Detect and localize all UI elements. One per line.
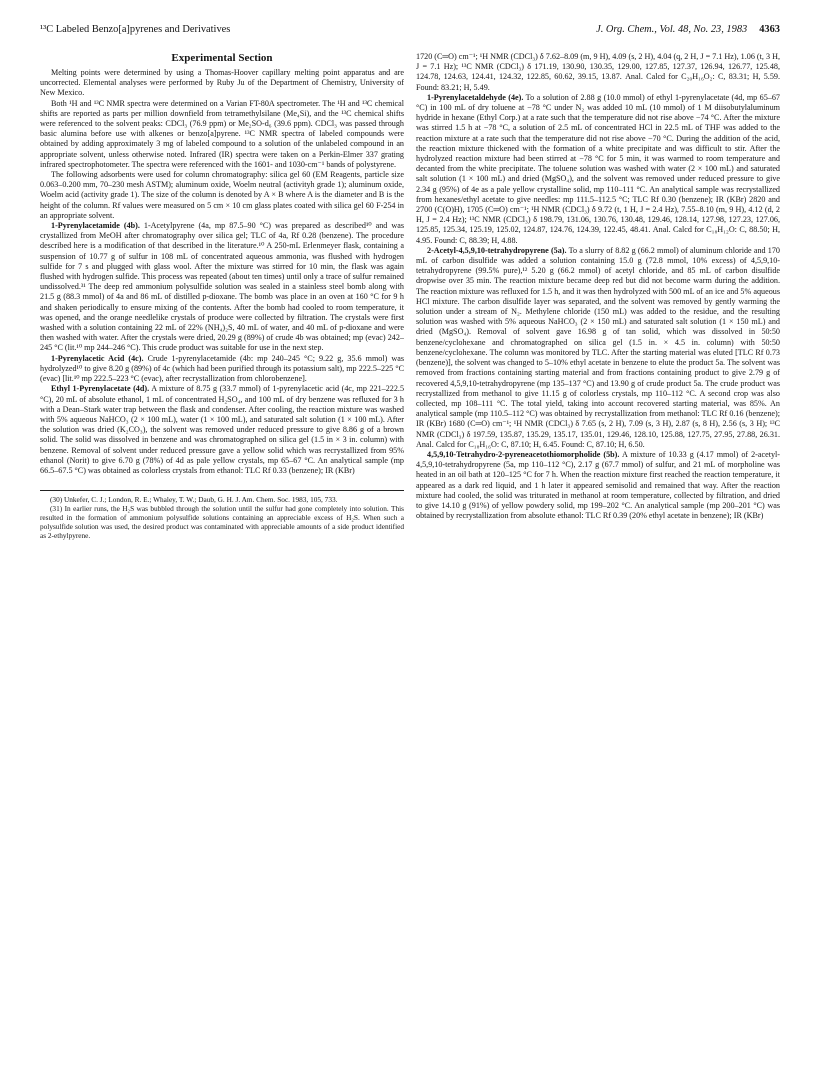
running-header xyxy=(40,24,780,40)
footnote-31: (31) In earlier runs, the H₂S was bubbled through the solution until the sulfur had gone completely into solution. This resulted in the formation of ammonium polysulfide solutions containing an appreciable excess of H₂S. When such a polysulfide solution was used, the desired product was contaminated with appreciable amounts of a side product identified as 2-ethylpyrene. xyxy=(40,504,404,541)
footnote-30: (30) Unkefer, C. J.; London, R. E.; Whaley, T. W.; Daub, G. H. J. Am. Chem. Soc. 1983, 105, 733. xyxy=(50,495,338,505)
procedure-heading: 1-Pyrenylacetic Acid (4c). xyxy=(51,353,144,363)
procedure-4c xyxy=(40,354,404,385)
procedure-4d xyxy=(40,384,404,476)
paragraph-nmr: Both ¹H and ¹³C NMR spectra were determined on a Varian FT-80A spectrometer. The ¹H and ¹³C chemical shifts are reported as parts per million downfield from tetramethylsilane (Me₄Si), and the ¹³C chemical shifts were referenced to the solvent peaks: CDCl₃ (76.9 ppm) or Me₂SO-d₆ (39.6 ppm). CDCl₃ was passed through basic alumina before use with alkenes or benzo[a]pyrene. ¹³C NMR spectra of labeled compounds were obtained by adding approximately 3 mg of labeled compound to a solution of the unlabeled compound in an appropriate solvent, unless otherwise noted. Infrared (IR) spectra were taken on a Perkin-Elmer 337 grating infrared spectrophotometer. The spectra were referenced with the 1601- and 1030-cm⁻¹ bands of polystyrene. xyxy=(40,98,404,169)
procedure-text: Crude 1-pyrenylacetamide (4b: mp 240–245 °C; 9.22 g, 35.6 mmol) was hydrolyzed¹⁰ to give 8.20 g (89%) of 4c (which had been purified through its potassium salt), mp 222.5–225 °C (evac) [lit.¹⁰ mp 222.5–223 °C (evac), after recrystallization from chlorobenzene]. xyxy=(40,353,404,384)
paragraph-chromatography: The following adsorbents were used for column chromatography: silica gel 60 (EM Reagents, particle size 0.063–0.200 mm, 70–230 mesh ASTM); aluminum oxide, Woelm neutral (activityh grade 1); aluminum oxide, Woelm acid (activity grade 1). The size of the column is denoted by A × B where A is the diameter and B is the height of the column. Rf values were measured on 5 cm × 10 cm glass plates coated with silica gel 60 F-254 in an appropriate solvent. xyxy=(40,170,404,220)
page-number: 4363 xyxy=(759,24,780,35)
procedure-heading: Ethyl 1-Pyrenylacetate (4d). xyxy=(51,384,150,394)
procedure-text: To a slurry of 8.82 g (66.2 mmol) of aluminum chloride and 170 mL of carbon disulfide was added a solution containing 15.0 g (72.8 mmol, 10% excess) of 4,5,9,10-tetrahydropyrene (99.5% pure),¹² 5.20 g (66.2 mmol) of acetyl chloride, and 85 mL of carbon disulfide dropwise over 35 min. The reaction mixture became deep red but did not become warm during the addition. The reaction mixture was refluxed for 1.5 h, and it was then hydrolyzed with 500 mL of an ice and 5% aqueous HCl mixture. The carbon disulfide layer was separated, and the solvent was removed by gently warming the solution under a stream of N₂. Methylene chloride (150 mL) was added to the residue, and the resulting solution was washed with 5% aqueous NaHCO₃ (2 × 150 mL) and saturated salt solution (1 × 150 mL) and dried (MgSO₄). Removal of solvent gave 16.98 g of tan solid, which was dissolved in 50:50 benzene/cyclohexane and chromatographed on silica gel (1.5 in. × 4.5 in. column) with 50:50 benzene/cyclohexane. The column was monitored by TLC. After the starting material was eluted [TLC Rf 0.73 (benzene)], the solvent was changed to 5–10% ethyl acetate in benzene to elute the product 5a. The solvent was removed from fractions containing starting material and from fractions containing product to give 2.79 g of recovered 4,5,9,10-tetrahydropyrene (mp 135–137 °C) and 13.90 g of crude product 5a. The crude product was recrystallized from methanol to give 11.15 g of colorless crystals, mp 110–112 °C. A second crop was also collected, mp 108–111 °C. The total yield, taking into account recovered starting material, was 85%. An analytical sample (mp 110.5–112 °C) was obtained by recrystallization from methanol: TLC Rf 0.16 (benzene); IR (KBr) 1680 (C═O) cm⁻¹; ¹H NMR (CDCl₃) δ 7.65 (s, 2 H), 7.09 (s, 3 H), 2.87 (s, 8 H), 2.56 (s, 3 H); ¹³C NMR (CDCl₃) δ 197.59, 135.87, 135.29, 135.17, 135.01, 129.46, 128.10, 125.88, 127.75, 27.95, 27.88, 26.31. Anal. Calcd for C₁₈H₁₆O: C, 87.10; H, 6.45. Found: C, 87.10; H, 6.50. xyxy=(416,245,780,449)
procedure-5b xyxy=(416,450,780,521)
procedure-heading: 1-Pyrenylacetaldehyde (4e). xyxy=(427,92,524,102)
procedure-heading: 2-Acetyl-4,5,9,10-tetrahydropyrene (5a). xyxy=(427,245,567,255)
journal-citation xyxy=(596,24,780,35)
section-title: Experimental Section xyxy=(171,52,273,64)
footnote-rule xyxy=(40,490,404,491)
procedure-heading: 1-Pyrenylacetamide (4b). xyxy=(51,221,140,231)
procedure-5a xyxy=(416,246,780,450)
spacer xyxy=(40,476,404,484)
procedure-4b xyxy=(40,221,404,354)
paragraph-melting-points: Melting points were determined by using a Thomas-Hoover capillary melting point apparatus and are uncorrected. Elemental analyses were performed by Ruby Ju of the Department of Chemistry, University of New Mexico. xyxy=(40,68,404,98)
right-column xyxy=(416,52,780,1052)
journal-name: J. Org. Chem., Vol. 48, No. 23, 1983 xyxy=(596,24,748,35)
procedure-text: A mixture of 8.75 g (33.7 mmol) of 1-pyrenylacetic acid (4c, mp 221–222.5 °C), 20 mL of absolute ethanol, 1 mL of concentrated H₂SO₄, and 100 mL of dry benzene was refluxed for 3 h with a Dean–Stark water trap between the flask and condenser. After cooling, the reaction mixture was washed with 5% aqueous NaHCO₃ (2 × 100 mL), water (1 × 100 mL), and saturated salt solution (1 × 100 mL). After the solution was dried (K₂CO₃), the solvent was removed under reduced pressure to give 8.86 g of a brown solid. The solid was dissolved in benzene and was chromatographed on silica gel (1.5 in × 3 in. column) with benzene. Removal of solvent under reduced pressure gave a yellow solid which was recrystallized from 95% ethanol (Norit) to give 6.70 g (78%) of 4d as pale yellow crystals, mp 65–67 °C. An analytical sample (mp 66.5–67.5 °C) was obtained as colorless crystals from ethanol: TLC Rf 0.33 (benzene); IR (KBr) xyxy=(40,384,404,475)
procedure-heading: 4,5,9,10-Tetrahydro-2-pyreneacetothiomorpholide (5b). xyxy=(427,449,620,459)
paragraph-continuation: 1720 (C═O) cm⁻¹; ¹H NMR (CDCl₃) δ 7.62–8.09 (m, 9 H), 4.09 (s, 2 H), 4.04 (q, 2 H, J = 7.1 Hz), 1.06 (t, 3 H, J = 7.1 Hz); ¹³C NMR (CDCl₃) δ 171.19, 130.90, 130.35, 129.00, 127.85, 127.37, 126.94, 126.77, 125.48, 124.78, 124.63, 124.41, 124.32, 122.85, 60.62, 39.15, 13.87. Anal. Calcd for C₂₀H₁₆O₂: C, 83.31; H, 5.59. Found: 83.21; H, 5.49. xyxy=(416,52,780,92)
procedure-text: To a solution of 2.88 g (10.0 mmol) of ethyl 1-pyrenylacetate (4d, mp 65–67 °C) in 100 mL of dry toluene at −78 °C under N₂ was added 10 mL (10 mmol) of 1 M diisobutylaluminum hydride in hexane (Ethyl Corp.) at a rate such that the temperature did not rise above −74 °C. After the mixture was stirred 1.5 h at −78 °C, a solution of 2.5 mL of concentrated HCl in 22.5 mL of THF was added to the reaction mixture at a rate such that the temperature did not rise above −70 °C. During the addition of the acid, the reaction mixture thickened with the formation of a white precipitate and was difficult to stir. After the hydrolyzed reaction mixture had been stirred at −78 °C for 5 min, it was warmed to room temperature and decanted from the white precipitate. The toluene solution was washed with water (2 × 100 mL) and saturated salt solution (1 × 100 mL) and dried (MgSO₄), and the solvent was removed under reduced pressure to give 2.34 g (95%) of 4e as a pale yellow crystalline solid, mp 110–111 °C. An analytical sample was recrystallized from hexanes/ethyl acetate to give needles: mp 111.5–112.5 °C; TLC Rf 0.30 (benzene); IR (KBr) 2820 and 2700 (C(O)H), 1705 (C═O) cm⁻¹; ¹H NMR (CDCl₃) δ 9.72 (t, 1 H, J = 2.4 Hz), 7.55–8.10 (m, 9 H), 4.12 (d, 2 H, J = 2.4 Hz); ¹³C NMR (CDCl₃) δ 198.79, 131.06, 130.76, 130.48, 129.46, 128.14, 127.98, 127.23, 127.06, 125.85, 125.34, 125.19, 125.02, 124.87, 124.76, 124.39, 122.45, 48.41. Anal. Calcd for C₁₈H₁₂O: C, 88.50; H, 4.95. Found: C, 88.39; H, 4.88. xyxy=(416,92,780,245)
running-title: ¹³C Labeled Benzo[a]pyrenes and Derivatives xyxy=(40,24,231,35)
procedure-4e xyxy=(416,93,780,246)
procedure-text: A mixture of 10.33 g (4.17 mmol) of 2-acetyl-4,5,9,10-tetrahydropyrene (5a, mp 110–112 °C), 2.17 g (67.7 mmol) of sulfur, and 21 mL of morpholine was heated in an oil bath at 120–125 °C for 7 h. When the reaction mixture first reached the reaction temperature, it appeared as a dark red liquid, and 1 h later it appeared semisolid and remained that way. After the reaction mixture had cooled, the solid was triturated in methanol at room temperature, collected by filtration, and dried to give 14.10 g (91%) of yellow powdery solid, mp 199–202 °C. An analytical sample (mp 200–201 °C) was obtained by recrystallization from absolute ethanol: TLC Rf 0.39 (20% ethyl acetate in benzene); IR (KBr) xyxy=(416,449,780,521)
left-column xyxy=(40,52,404,1052)
procedure-text: 1-Acetylpyrene (4a, mp 87.5–90 °C) was prepared as described¹⁰ and was crystallized from MeOH after chromatography over silica gel; TLC of 4a, Rf 0.28 (benzene). The procedure described here is a modification of that described in the literature.¹⁰ A 250-mL Erlenmeyer flask, containing a suspension of 10.77 g of sulfur in 108 mL of concentrated aqueous ammonia, was flushed with hydrogen sulfide for 7 s and plugged with glass wool. After the mixture was stirred for 10 min, the flask was again flushed with hydrogen sulfide. This process was repeated (about ten times) until only a trace of sulfur remained undissolved.³¹ The deep red ammonium polysulfide solution was sealed in a stainless steel bomb along with 21.5 g (88.3 mmol) of 4a and 86 mL of distilled p-dioxane. The bomb was place in an oven at 160 °C for 9 h and shaken periodically to ensure mixing of the contents. After the bomb had cooled to room temperature, it was opened, and the orange needlelike crystals of produce were collected by filtration. The crystals were first washed with a solution containing 22 mL of 22% (NH₄)₂S, 40 mL of water, and 40 mL of p-dioxane and were then washed with water. After the crystals were dried, 20.29 g (89%) of crude 4b was obtained; mp (evac) 242–245 °C (lit.¹⁰ mp 244–246 °C). This crude product was suitable for use in the next step. xyxy=(40,221,404,353)
